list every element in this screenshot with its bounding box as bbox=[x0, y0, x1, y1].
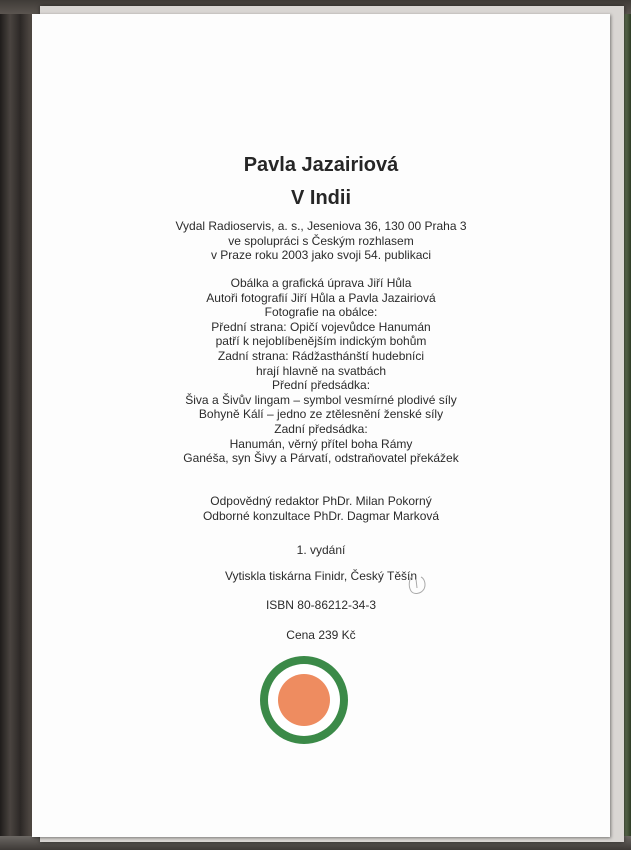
credit-line: Zadní strana: Rádžasthánští hudebníci bbox=[217, 348, 425, 363]
credits-info bbox=[32, 276, 610, 466]
background-left-edge bbox=[0, 0, 34, 850]
credit-line: Autoři fotografií Jiří Hůla a Pavla Jazairiová bbox=[206, 290, 436, 305]
credit-line: Šiva a Šivův lingam – symbol vesmírné plodivé síly bbox=[185, 392, 457, 407]
credit-line: Fotografie na obálce: bbox=[264, 305, 378, 320]
publisher-line: Vydal Radioservis, a. s., Jeseniova 36, 130 00 Praha 3 bbox=[175, 219, 467, 233]
isbn-line: ISBN 80-86212-34-3 bbox=[265, 598, 377, 612]
book-title: V Indii bbox=[291, 187, 351, 209]
price-line: Cena 239 Kč bbox=[286, 628, 356, 642]
publisher-info bbox=[32, 219, 610, 263]
isbn-info bbox=[32, 598, 610, 613]
printer-info bbox=[32, 569, 610, 584]
credit-line: Obálka a grafická úprava Jiří Hůla bbox=[230, 276, 412, 290]
credit-line: Ganéša, syn Šivy a Párvatí, odstraňovatel překážek bbox=[183, 451, 459, 466]
credit-line: Zadní předsádka: bbox=[274, 421, 368, 436]
edition-info bbox=[32, 543, 610, 558]
editor-line: Odborné konzultace PhDr. Dagmar Marková bbox=[202, 508, 440, 523]
credit-line: hrají hlavně na svatbách bbox=[255, 363, 387, 378]
printer-line: Vytiskla tiskárna Finidr, Český Těšín bbox=[224, 569, 418, 583]
editor-info bbox=[32, 494, 610, 523]
editor-line: Odpovědný redaktor PhDr. Milan Pokorný bbox=[210, 494, 432, 508]
credit-line: Bohyně Kálí – jedno ze ztělesnění ženské síly bbox=[198, 407, 444, 422]
price-info bbox=[32, 628, 610, 643]
credit-line: patří k nejoblíbenějším indickým bohům bbox=[215, 334, 427, 349]
publisher-logo-icon bbox=[260, 656, 348, 744]
author-name: Pavla Jazairiová bbox=[243, 154, 399, 176]
credit-line: Přední předsádka: bbox=[271, 378, 371, 393]
credit-line: Přední strana: Opičí vojevůdce Hanumán bbox=[211, 319, 431, 334]
credit-line: Hanumán, věrný přítel boha Rámy bbox=[229, 436, 413, 451]
imprint-page bbox=[32, 14, 610, 837]
publisher-line: ve spolupráci s Českým rozhlasem bbox=[228, 233, 414, 248]
pencil-mark-icon bbox=[407, 572, 429, 596]
edition-line: 1. vydání bbox=[296, 543, 346, 557]
publisher-line: v Praze roku 2003 jako svoji 54. publikaci bbox=[210, 248, 432, 263]
